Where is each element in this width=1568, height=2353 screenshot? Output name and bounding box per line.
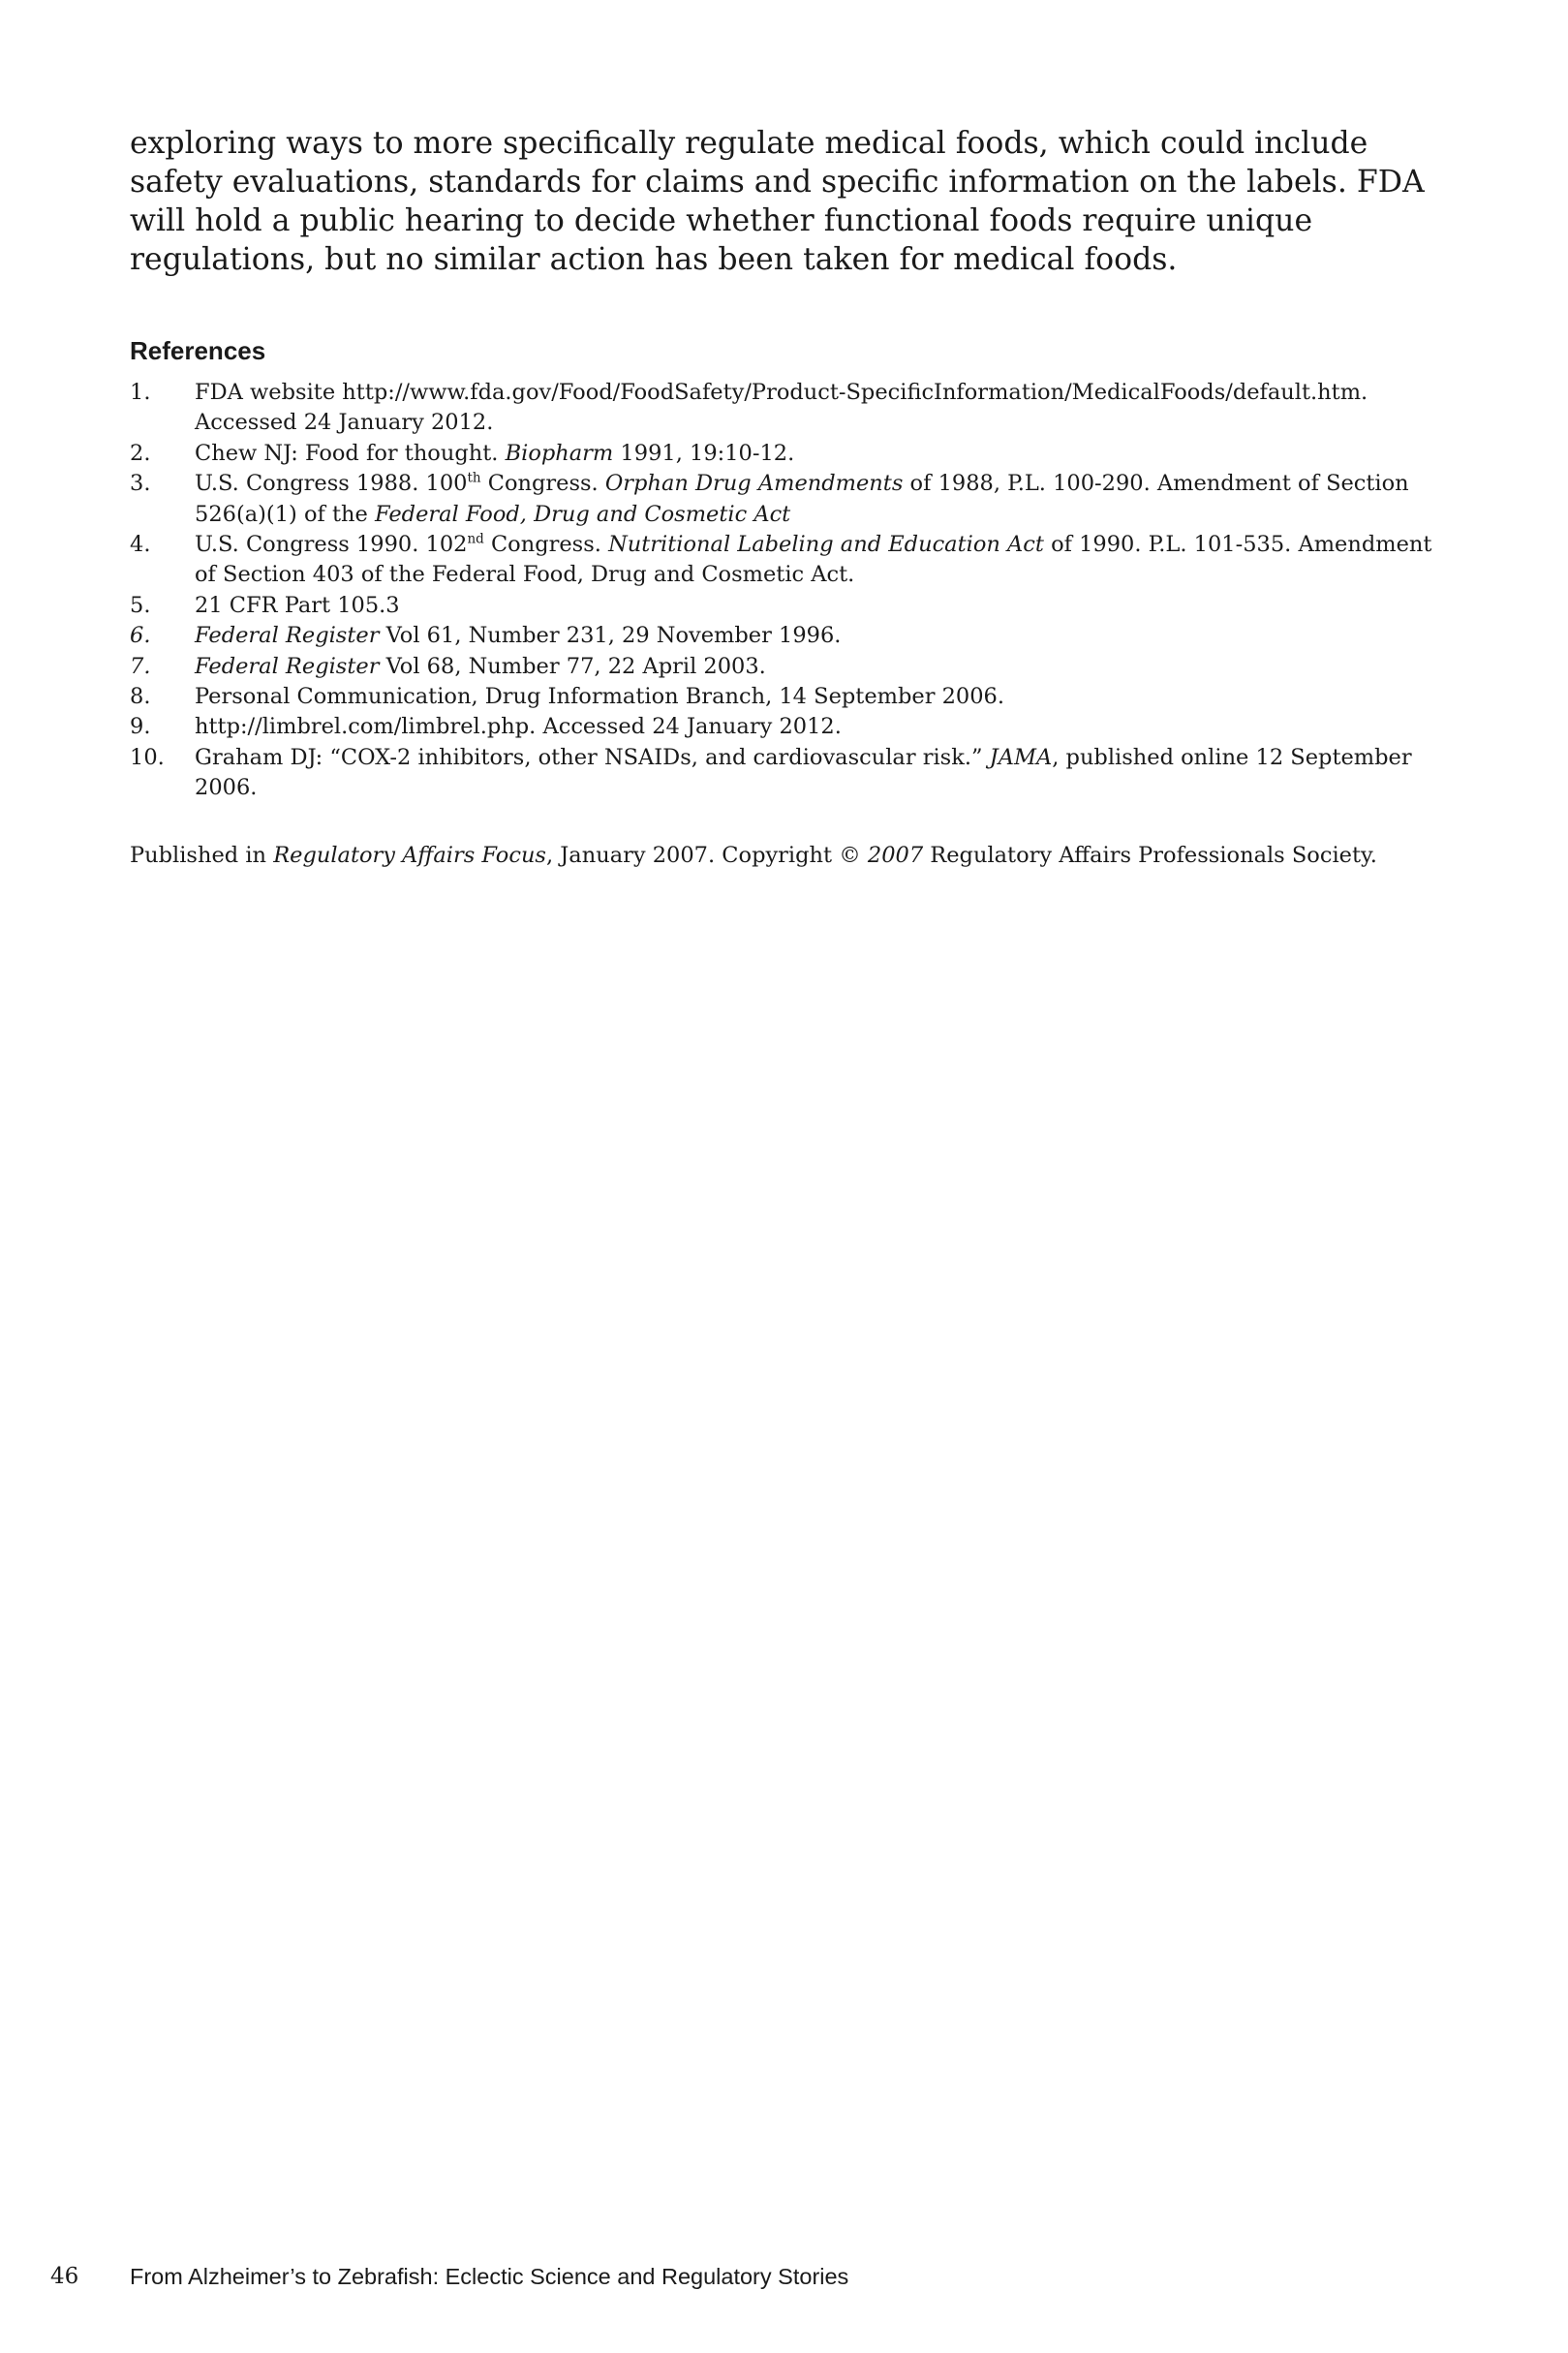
page-footer	[50, 2261, 1503, 2292]
publication-journal: Regulatory Affairs Focus	[273, 843, 546, 868]
reference-item-7	[130, 652, 1447, 682]
reference-text: 1991, 19:10-12.	[613, 440, 795, 466]
reference-text: U.S. Congress 1988. 100	[195, 471, 468, 497]
reference-journal: Biopharm	[505, 440, 614, 466]
reference-number: 10.	[130, 744, 165, 770]
reference-text: Personal Communication, Drug Information Branch, 14 September 2006.	[195, 684, 1005, 710]
reference-journal: Federal Register	[195, 653, 380, 679]
reference-item-6	[130, 621, 1447, 651]
reference-act-title: Federal Food, Drug and Cosmetic Act	[374, 501, 791, 527]
reference-number: 8.	[130, 684, 151, 710]
reference-number: 5.	[130, 592, 151, 618]
reference-number: 7.	[130, 653, 151, 679]
reference-text: Vol 68, Number 77, 22 April 2003.	[379, 653, 766, 679]
reference-item-2	[130, 439, 1447, 469]
reference-number: 4.	[130, 532, 151, 558]
reference-number: 9.	[130, 714, 151, 740]
reference-item-8	[130, 682, 1447, 712]
ordinal-suffix: nd	[467, 531, 484, 547]
reference-number: 1.	[130, 380, 151, 405]
reference-number: 2.	[130, 440, 151, 466]
ordinal-suffix: th	[467, 470, 481, 486]
reference-item-5	[130, 591, 1447, 621]
references-heading: References	[130, 336, 266, 365]
reference-act-title: Orphan Drug Amendments	[604, 471, 904, 497]
reference-text: U.S. Congress 1990. 102	[195, 532, 468, 558]
reference-text: Vol 61, Number 231, 29 November 1996.	[379, 623, 842, 649]
reference-text: Chew NJ: Food for thought.	[195, 440, 506, 466]
reference-number: 3.	[130, 471, 151, 497]
reference-text: of 1990. P.L. 101-535. Amendment of Section 403 of the Federal Food, Drug and Cosmetic Act.	[195, 532, 1432, 588]
reference-text: FDA website http://www.fda.gov/Food/FoodSafety/Product-SpecificInformation/MedicalFoods/default.htm. Accessed 24 January 2012.	[195, 380, 1368, 436]
publication-note-text: Published in	[130, 843, 274, 868]
reference-item-3	[130, 469, 1447, 530]
reference-text: Graham DJ: “COX-2 inhibitors, other NSAIDs, and cardiovascular risk.”	[195, 744, 990, 770]
reference-text: http://limbrel.com/limbrel.php. Accessed 24 January 2012.	[195, 714, 842, 740]
reference-journal: Federal Register	[195, 623, 380, 649]
reference-item-4	[130, 530, 1447, 591]
page-number: 46	[50, 2264, 79, 2289]
running-footer-title: From Alzheimer’s to Zebrafish: Eclectic Science and Regulatory Stories	[130, 2264, 849, 2289]
reference-item-9	[130, 712, 1447, 742]
reference-act-title: Nutritional Labeling and Education Act	[608, 532, 1044, 558]
reference-text: , published online 12 September 2006.	[195, 744, 1412, 801]
reference-text: of 1988, P.L. 100-290. Amendment of Section 526(a)(1) of the	[195, 471, 1409, 527]
references-list	[130, 378, 1447, 804]
intro-paragraph: exploring ways to more specifically regulate medical foods, which could include safety evaluations, standards for claims and specific information on the labels. FDA will hold a public hearing to decide whether functional foods require unique regulations, but no similar action has been taken for medical foods.	[130, 126, 1425, 277]
publication-note-text: Regulatory Affairs Professionals Society.	[923, 843, 1377, 868]
publication-note	[130, 840, 1486, 871]
reference-item-10	[130, 743, 1447, 804]
copyright-year: 2007	[867, 843, 924, 868]
reference-text: Congress.	[480, 471, 605, 497]
reference-journal: JAMA	[989, 744, 1053, 770]
reference-text: Congress.	[483, 532, 609, 558]
reference-text: 21 CFR Part 105.3	[195, 592, 400, 618]
publication-note-text: , January 2007. Copyright ©	[545, 843, 868, 868]
reference-item-1	[130, 378, 1447, 439]
reference-number: 6.	[130, 623, 151, 649]
